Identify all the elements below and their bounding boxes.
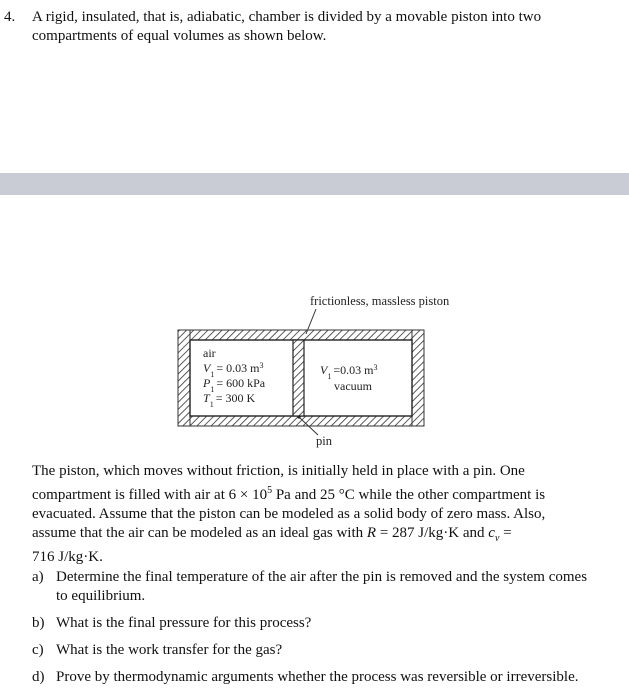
left-volume: $V_1 = 0.03$ $m^3$ [203, 360, 264, 379]
question-number: 4. [4, 9, 16, 25]
left-pressure: $P_1 = 600$ kPa [203, 376, 266, 394]
problem-paragraph [32, 462, 612, 567]
para-line-4: assume that the air can be modeled as an ideal gas with R = 287 J/kg·K and $c_v$ = [32, 525, 512, 544]
para-line-5: 716 J/kg·K. [32, 549, 103, 565]
intro-line-1: A rigid, insulated, that is, adiabatic, chamber is divided by a movable piston into two [32, 9, 542, 25]
right-state: vacuum [334, 379, 372, 393]
pin-label: pin [316, 434, 332, 448]
top-wall [178, 330, 424, 340]
left-temperature: $T_1 = 300$ K [203, 391, 256, 409]
list-item-c: c) What is the work transfer for the gas? [32, 642, 283, 658]
right-volume: $V_1 =0.03$ $m^3$ [320, 362, 378, 381]
piston-label: frictionless, massless piston [310, 294, 450, 308]
para-line-1: The piston, which moves without friction, is initially held in place with a pin. One [32, 463, 525, 479]
list-item-d: d) Prove by thermodynamic arguments whether the process was reversible or irreversible. [32, 669, 579, 685]
intro-line-2: compartments of equal volumes as shown below. [32, 28, 327, 44]
bottom-wall [178, 416, 424, 426]
right-wall [412, 330, 424, 426]
pin [297, 415, 300, 418]
left-title: air [203, 346, 216, 360]
left-wall [178, 330, 190, 426]
list-item-b: b) What is the final pressure for this process? [32, 615, 312, 631]
para-line-3: evacuated. Assume that the piston can be modeled as a solid body of zero mass. Also, [32, 506, 546, 522]
piston [293, 340, 304, 416]
list-item-a: a) Determine the final temperature of the air after the pin is removed and the system comes to equilibrium. [32, 569, 588, 604]
para-line-2: compartment is filled with air at $6 \times 10^5$ Pa and 25 °C while the other compartment is [32, 485, 546, 503]
